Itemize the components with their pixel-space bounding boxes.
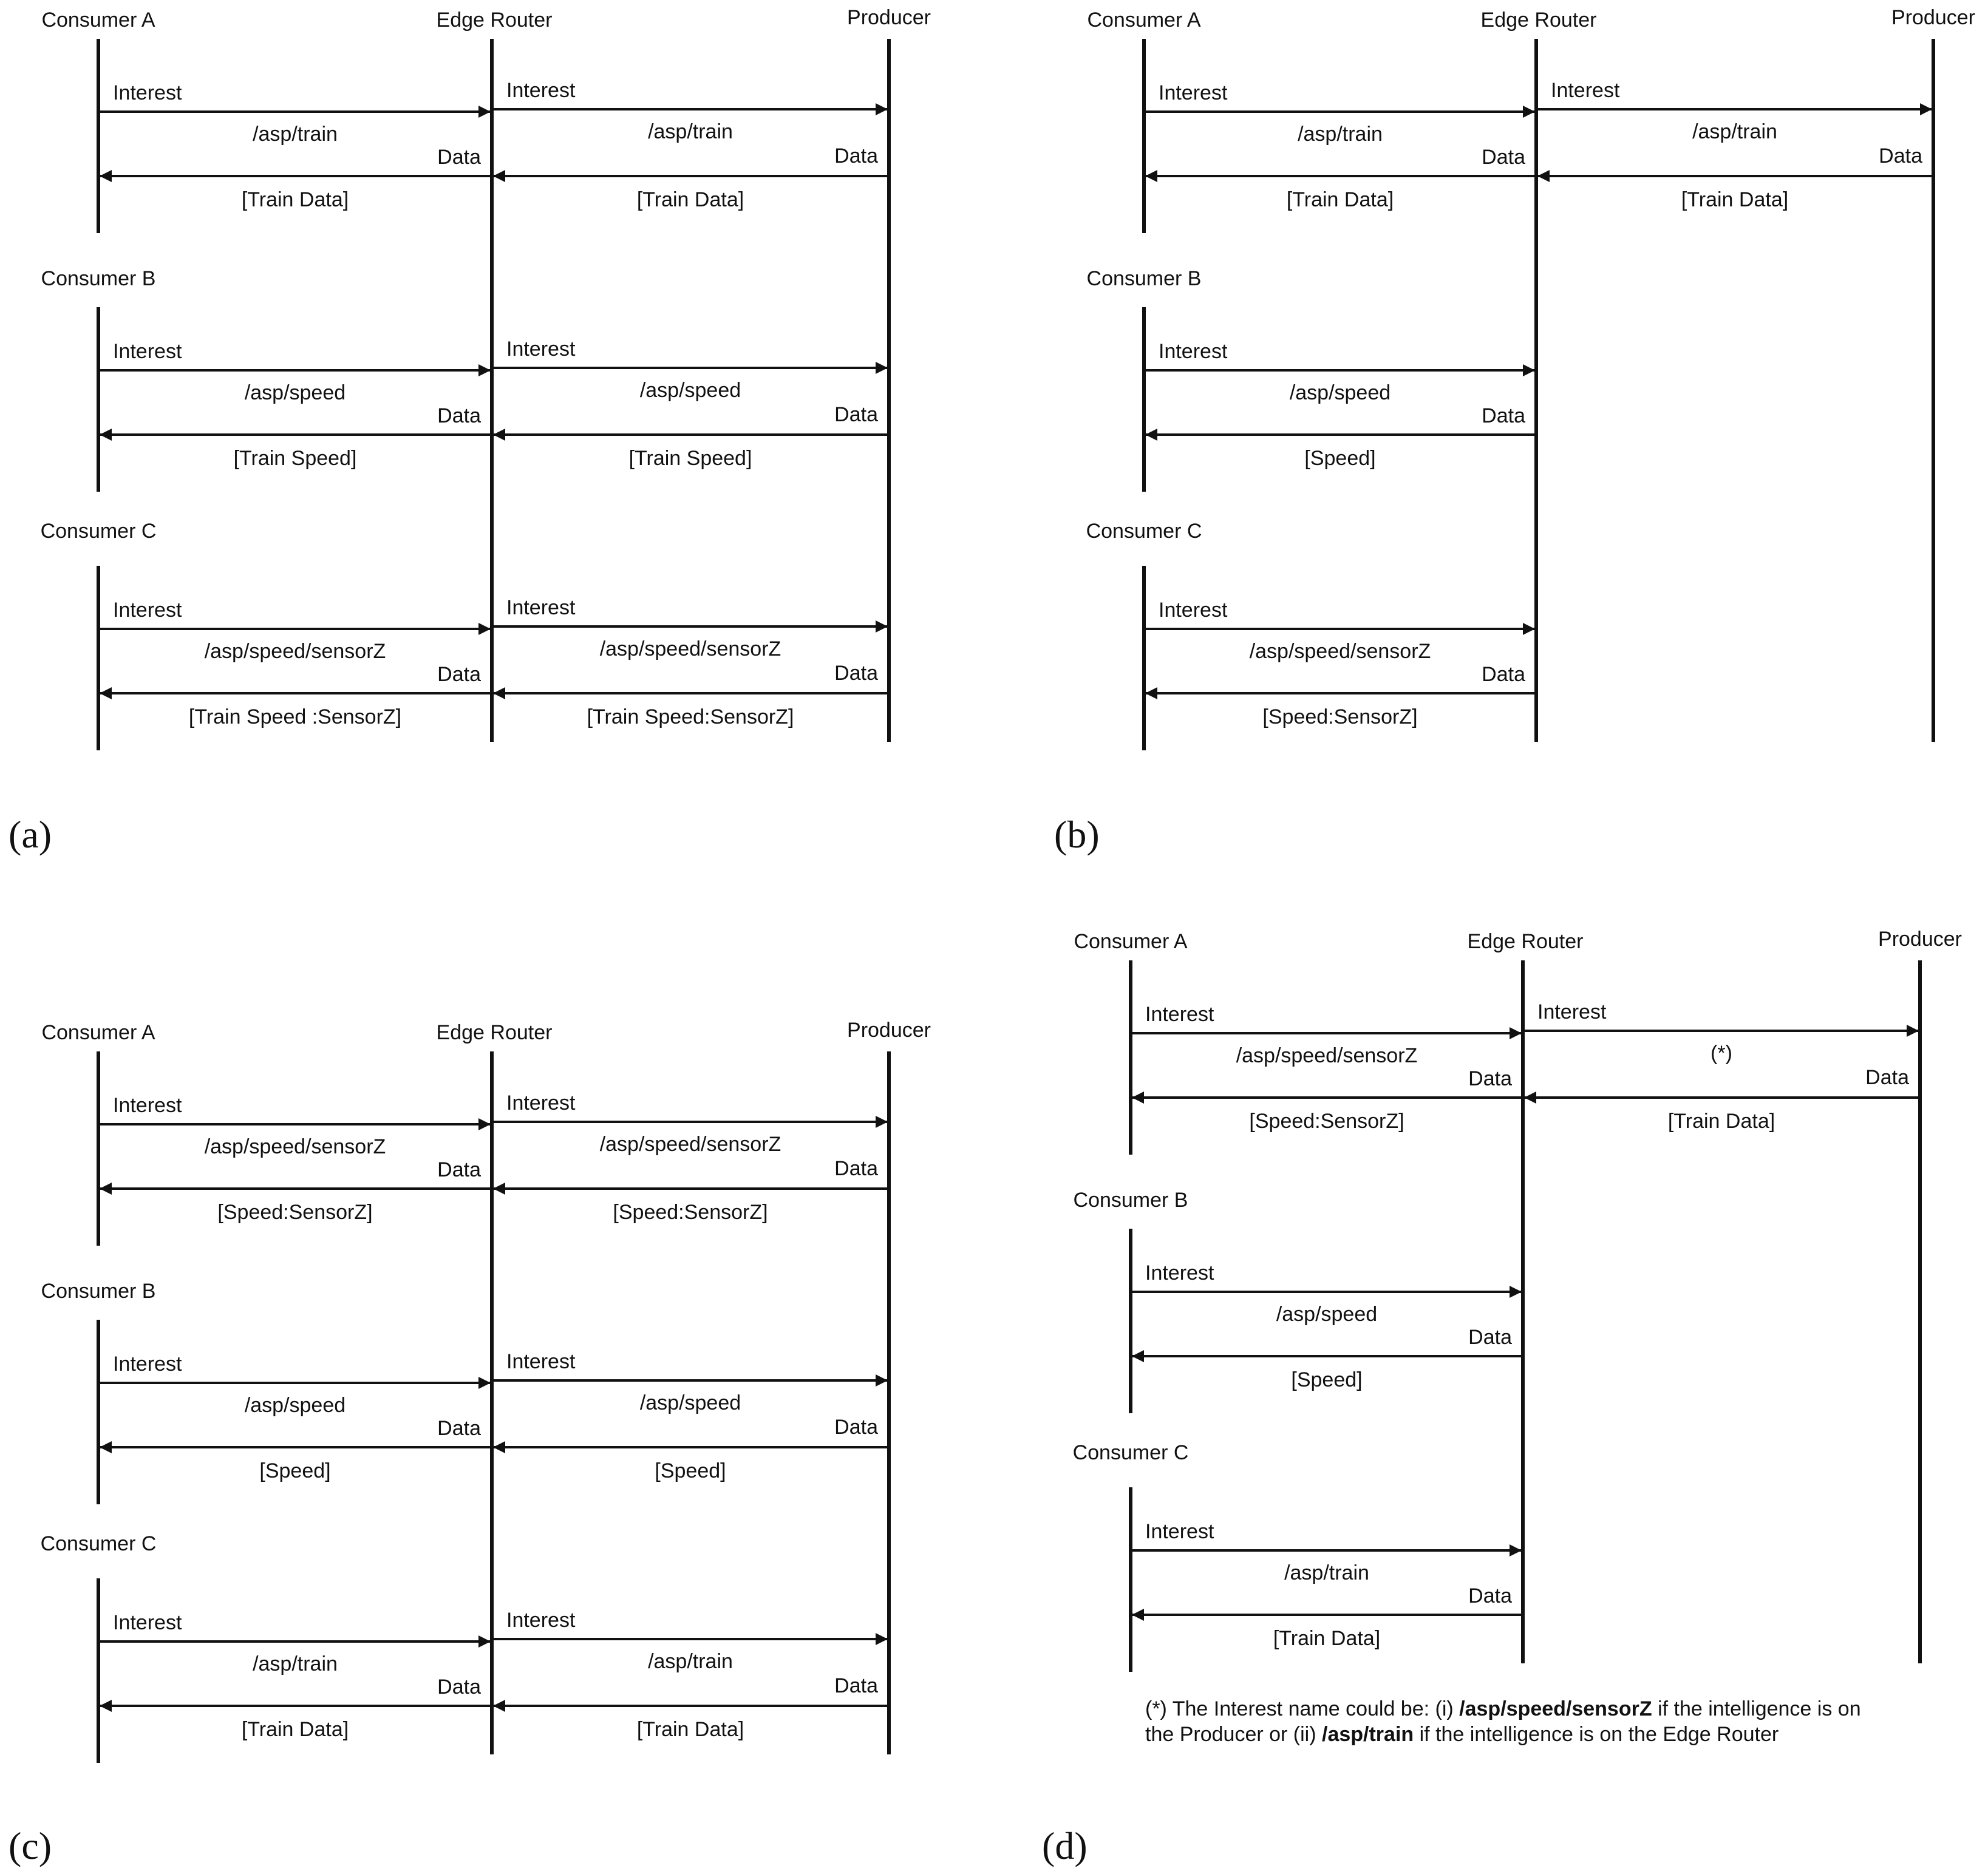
producer-label: Producer (847, 6, 931, 29)
consumer-c-interest-name: /asp/speed/sensorZ (1249, 640, 1431, 663)
consumer-c-router-interest-label: Interest (506, 596, 576, 619)
consumer-b-interest-label: Interest (113, 340, 182, 363)
consumer-a-label: Consumer A (41, 1021, 155, 1044)
consumer-c-data-content: [Train Data] (241, 1718, 349, 1741)
consumer-b-data-label: Data (437, 404, 481, 427)
footnote-line-1: (*) The Interest name could be: (i) /asp/speed/sensorZ if the intelligence is on (1145, 1697, 1861, 1720)
consumer-b-data-content: [Speed] (1291, 1368, 1363, 1391)
consumer-c-router-data-label: Data (834, 662, 878, 685)
consumer-c-data-content: [Speed:SensorZ] (1262, 705, 1418, 728)
consumer-b-data-label: Data (1482, 404, 1525, 427)
consumer-c-interest-label: Interest (1159, 599, 1228, 622)
consumer-a-router-data-content: [Train Data] (636, 188, 744, 211)
consumer-c-data-label: Data (1468, 1584, 1512, 1607)
consumer-a-data-content: [Train Data] (241, 188, 349, 211)
consumer-a-data-content: [Speed:SensorZ] (1249, 1110, 1404, 1133)
consumer-a-interest-label: Interest (113, 81, 182, 104)
consumer-c-interest-name: /asp/train (1284, 1561, 1369, 1584)
consumer-a-router-interest-label: Interest (506, 79, 576, 102)
footnote-line-2: the Producer or (ii) /asp/train if the intelligence is on the Edge Router (1145, 1723, 1779, 1746)
consumer-a-router-data-content: [Train Data] (1681, 188, 1789, 211)
consumer-a-data-label: Data (437, 146, 481, 169)
consumer-a-router-data-content: [Speed:SensorZ] (613, 1201, 768, 1224)
producer-label: Producer (1891, 6, 1975, 29)
consumer-a-router-data-label: Data (834, 144, 878, 168)
consumer-a-data-label: Data (437, 1158, 481, 1181)
consumer-b-router-interest-name: /asp/speed (639, 1391, 741, 1414)
consumer-a-label: Consumer A (41, 8, 155, 32)
consumer-a-interest-name: /asp/train (253, 123, 338, 146)
consumer-c-data-label: Data (437, 1675, 481, 1699)
consumer-a-data-content: [Speed:SensorZ] (217, 1201, 373, 1224)
consumer-b-interest-name: /asp/speed (244, 1394, 346, 1417)
consumer-b-router-interest-label: Interest (506, 338, 576, 361)
panel-label-d: (d) (1042, 1824, 1088, 1867)
consumer-a-router-data-content: [Train Data] (1667, 1110, 1775, 1133)
consumer-b-data-label: Data (1468, 1326, 1512, 1349)
producer-label: Producer (847, 1019, 931, 1042)
consumer-c-data-content: [Train Data] (1273, 1627, 1381, 1650)
consumer-c-interest-name: /asp/speed/sensorZ (204, 640, 386, 663)
consumer-a-router-data-label: Data (1865, 1066, 1909, 1089)
consumer-a-data-label: Data (1482, 146, 1525, 169)
consumer-c-data-label: Data (1482, 663, 1525, 686)
consumer-a-router-interest-name: (*) (1711, 1042, 1732, 1065)
consumer-b-label: Consumer B (1073, 1189, 1188, 1212)
consumer-c-router-data-content: [Train Speed:SensorZ] (587, 705, 794, 728)
consumer-c-label: Consumer C (40, 1532, 157, 1555)
edge-router-label: Edge Router (1467, 930, 1584, 953)
consumer-a-interest-name: /asp/train (1298, 123, 1383, 146)
consumer-c-interest-label: Interest (113, 599, 182, 622)
consumer-b-router-interest-label: Interest (506, 1350, 576, 1373)
consumer-a-interest-label: Interest (113, 1094, 182, 1117)
consumer-b-interest-label: Interest (113, 1353, 182, 1376)
consumer-a-router-data-label: Data (834, 1157, 878, 1180)
consumer-c-router-interest-label: Interest (506, 1609, 576, 1632)
panel-label-b: (b) (1054, 813, 1100, 856)
consumer-b-router-data-label: Data (834, 403, 878, 426)
consumer-a-router-data-label: Data (1879, 144, 1922, 168)
panel-label-c: (c) (9, 1824, 52, 1867)
consumer-a-data-label: Data (1468, 1067, 1512, 1090)
consumer-c-router-data-content: [Train Data] (636, 1718, 744, 1741)
panel-label-a: (a) (9, 813, 52, 856)
consumer-b-router-data-label: Data (834, 1416, 878, 1439)
consumer-a-interest-label: Interest (1159, 81, 1228, 104)
consumer-a-interest-label: Interest (1145, 1003, 1214, 1026)
consumer-b-data-content: [Train Speed] (233, 447, 357, 470)
consumer-b-label: Consumer B (41, 1280, 156, 1303)
consumer-c-interest-label: Interest (1145, 1520, 1214, 1543)
consumer-b-interest-label: Interest (1159, 340, 1228, 363)
consumer-a-router-interest-name: /asp/train (648, 120, 733, 143)
consumer-a-router-interest-label: Interest (506, 1091, 576, 1115)
consumer-a-interest-name: /asp/speed/sensorZ (1236, 1044, 1418, 1067)
consumer-c-router-interest-name: /asp/train (648, 1650, 733, 1673)
consumer-b-data-content: [Speed] (1304, 447, 1376, 470)
consumer-b-label: Consumer B (1086, 267, 1202, 290)
consumer-b-interest-label: Interest (1145, 1261, 1214, 1285)
consumer-a-router-interest-name: /asp/train (1692, 120, 1777, 143)
consumer-c-router-data-label: Data (834, 1674, 878, 1697)
consumer-c-data-content: [Train Speed :SensorZ] (188, 705, 402, 728)
consumer-c-label: Consumer C (1072, 1441, 1189, 1464)
consumer-b-interest-name: /asp/speed (1276, 1303, 1378, 1326)
consumer-c-label: Consumer C (40, 520, 157, 543)
edge-router-label: Edge Router (436, 1021, 553, 1044)
consumer-a-router-interest-label: Interest (1537, 1000, 1607, 1024)
consumer-c-data-label: Data (437, 663, 481, 686)
edge-router-label: Edge Router (1480, 8, 1597, 32)
consumer-b-router-data-content: [Speed] (655, 1459, 726, 1482)
consumer-a-interest-name: /asp/speed/sensorZ (204, 1135, 386, 1158)
consumer-a-label: Consumer A (1087, 8, 1201, 32)
edge-router-label: Edge Router (436, 8, 553, 32)
consumer-a-data-content: [Train Data] (1286, 188, 1394, 211)
consumer-b-data-content: [Speed] (259, 1459, 331, 1482)
consumer-b-router-interest-name: /asp/speed (639, 379, 741, 402)
consumer-c-router-interest-name: /asp/speed/sensorZ (599, 637, 781, 660)
consumer-c-label: Consumer C (1086, 520, 1202, 543)
consumer-b-interest-name: /asp/speed (1289, 381, 1391, 404)
consumer-a-router-interest-label: Interest (1551, 79, 1620, 102)
consumer-c-interest-name: /asp/train (253, 1652, 338, 1675)
consumer-b-interest-name: /asp/speed (244, 381, 346, 404)
consumer-b-data-label: Data (437, 1417, 481, 1440)
consumer-b-label: Consumer B (41, 267, 156, 290)
consumer-a-label: Consumer A (1074, 930, 1188, 953)
consumer-c-interest-label: Interest (113, 1611, 182, 1634)
consumer-a-router-interest-name: /asp/speed/sensorZ (599, 1133, 781, 1156)
consumer-b-router-data-content: [Train Speed] (628, 447, 752, 470)
producer-label: Producer (1878, 928, 1962, 951)
